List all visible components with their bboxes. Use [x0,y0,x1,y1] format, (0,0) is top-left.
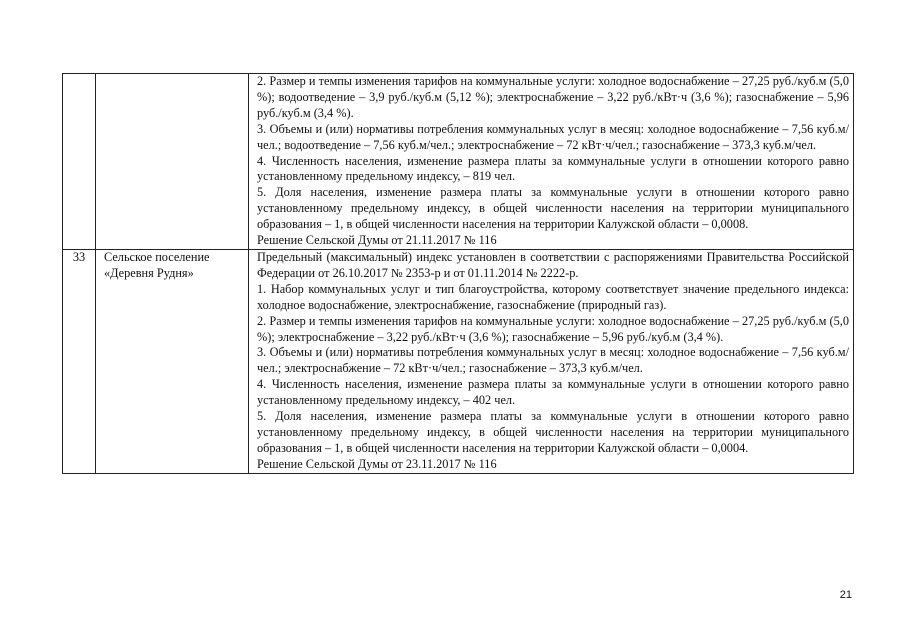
row-number-cell: 33 [63,249,96,473]
table-row [63,249,854,473]
document-table [62,73,854,474]
tariff-paragraph: 2. Размер и темпы изменения тарифов на коммунальные услуги: холодное водоснабжение – 27,25 руб./куб.м (5,0 %); водоотведение – 3,9 руб./куб.м (5,12 %); электроснабжение – 3,22 руб./кВт·ч (3,6 %); газоснабжение – 5,96 руб./куб.м (3,4 %). [257,74,849,120]
population-share-paragraph: 5. Доля населения, изменение размера платы за коммунальные услуги в отношении которого равно установленному предельному индексу, в общей численности населения на территории муниципального образования – 1, в общей численности населения на территории Калужской области – 0,0004. [257,409,849,455]
consumption-paragraph: 3. Объемы и (или) нормативы потребления коммунальных услуг в месяц: холодное водоснабжение – 7,56 куб.м/чел.; водоотведение – 7,56 куб.м/чел.; электроснабжение – 72 кВт·ч/чел.; газоснабжение – 373,3 куб.м/чел. [257,121,849,152]
row-number-cell [63,74,96,250]
population-share-paragraph: 5. Доля населения, изменение размера платы за коммунальные услуги в отношении которого равно установленному предельному индексу, в общей численности населения на территории муниципального образования – 1, в общей численности населения на территории Калужской области – 0,0008. [257,185,849,232]
row-content-cell [249,249,854,473]
settlement-type: Сельское поселение [104,249,210,264]
tariff-paragraph: 2. Размер и темпы изменения тарифов на коммунальные услуги: холодное водоснабжение – 27,25 руб./куб.м (5,0 %); электроснабжение – 3,22 руб./кВт·ч (3,6 %); газоснабжение – 5,96 руб./куб.м (3,4 %). [257,313,849,344]
table-row [63,74,854,250]
consumption-paragraph: 3. Объемы и (или) нормативы потребления коммунальных услуг в месяц: холодное водоснабжение – 7,56 куб.м/чел.; электроснабжение – 72 кВт·ч/чел.; газоснабжение – 373,3 куб.м/чел. [257,345,849,376]
page-number: 21 [839,589,852,601]
index-basis-paragraph: Предельный (максимальный) индекс установлен в соответствии с распоряжениями Правительства Российской Федерации от 26.10.2017 № 2353-р и от 01.11.2014 № 2222-р. [257,249,849,280]
decision-reference: Решение Сельской Думы от 23.11.2017 № 116 [257,456,497,471]
population-paragraph: 4. Численность населения, изменение размера платы за коммунальные услуги в отношении которого равно установленному предельному индексу, – 819 чел. [257,153,849,184]
services-set-paragraph: 1. Набор коммунальных услуг и тип благоустройства, которому соответствует значение предельного индекса: холодное водоснабжение, электроснабжение, газоснабжение (природный газ). [257,281,849,312]
settlement-name-cell [96,74,249,250]
population-paragraph: 4. Численность населения, изменение размера платы за коммунальные услуги в отношении которого равно установленному предельному индексу, – 402 чел. [257,377,849,408]
settlement-name-cell [96,249,249,473]
decision-reference: Решение Сельской Думы от 21.11.2017 № 116 [257,233,497,248]
settlement-name: «Деревня Рудня» [104,265,194,280]
row-content-cell [249,74,854,250]
